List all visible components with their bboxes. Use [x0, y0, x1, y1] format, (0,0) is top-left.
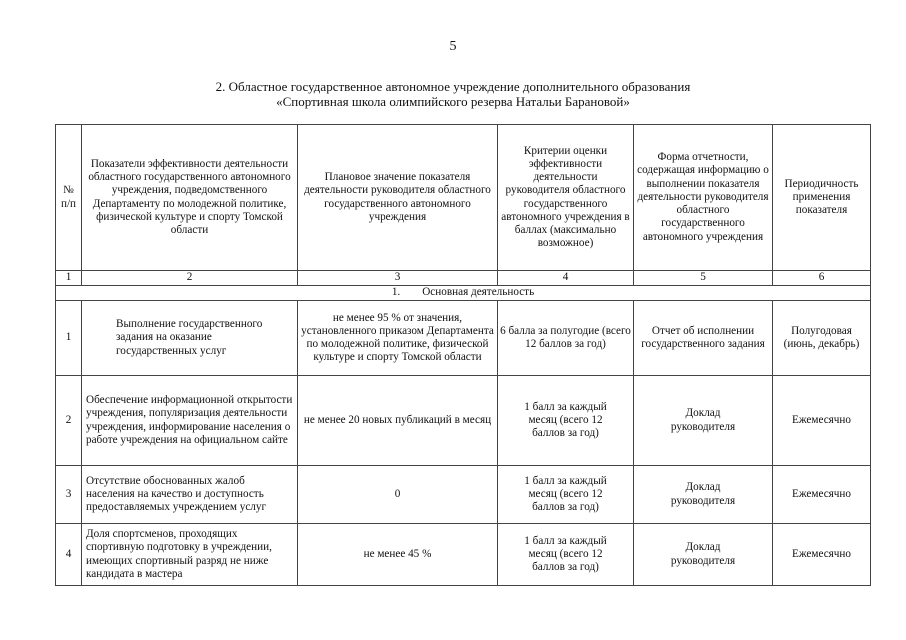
row-report: Доклад руководителя: [634, 376, 773, 466]
row-criteria: 6 балла за полугодие (всего 12 баллов за год): [498, 301, 634, 376]
column-number-row: [56, 271, 871, 286]
header-row: [56, 125, 871, 271]
row-indicator: Выполнение государственного задания на оказание государственных услуг: [82, 301, 298, 376]
row-plan: 0: [298, 466, 498, 524]
column-number: 5: [634, 271, 773, 286]
row-criteria: 1 балл за каждый месяц (всего 12 баллов за год): [498, 376, 634, 466]
header-cell-criteria: Критерии оценки эффективности деятельности руководителя областного государственного автономного учреждения в баллах (максимально возможное): [498, 125, 634, 271]
table-row: [56, 376, 871, 466]
row-indicator: Обеспечение информационной открытости учреждения, популяризация деятельности учреждения, информирование населения о работе учреждения на официальном сайте: [82, 376, 298, 466]
row-plan: не менее 95 % от значения, установленного приказом Департамента по молодежной политике, физической культуре и спорту Томской области: [298, 301, 498, 376]
column-number: 6: [773, 271, 871, 286]
row-period: Ежемесячно: [773, 524, 871, 586]
indicators-table: [55, 124, 871, 586]
row-number: 1: [56, 301, 82, 376]
row-criteria: 1 балл за каждый месяц (всего 12 баллов за год): [498, 524, 634, 586]
row-indicator: Доля спортсменов, проходящих спортивную подготовку в учреждении, имеющих спортивный разряд не ниже кандидата в мастера: [82, 524, 298, 586]
header-cell-period: Периодичность применения показателя: [773, 125, 871, 271]
row-indicator: Отсутствие обоснованных жалоб населения на качество и доступность предоставляемых учреждением услуг: [82, 466, 298, 524]
row-period: Ежемесячно: [773, 466, 871, 524]
header-cell-plan: Плановое значение показателя деятельности руководителя областного государственного автономного учреждения: [298, 125, 498, 271]
column-number: 2: [82, 271, 298, 286]
row-plan: не менее 20 новых публикаций в месяц: [298, 376, 498, 466]
title-line-2: «Спортивная школа олимпийского резерва Натальи Барановой»: [276, 94, 630, 109]
section-number: 1.: [391, 286, 401, 299]
row-period: Ежемесячно: [773, 376, 871, 466]
row-plan: не менее 45 %: [298, 524, 498, 586]
row-report: Доклад руководителя: [634, 524, 773, 586]
table-row: [56, 466, 871, 524]
row-report: Отчет об исполнении государственного задания: [634, 301, 773, 376]
column-number: 3: [298, 271, 498, 286]
title-line-1: 2. Областное государственное автономное учреждение дополнительного образования: [215, 79, 691, 94]
section-title: Основная деятельность: [422, 286, 535, 299]
section-heading: [56, 286, 871, 301]
row-number: 2: [56, 376, 82, 466]
row-criteria: 1 балл за каждый месяц (всего 12 баллов за год): [498, 466, 634, 524]
row-number: 4: [56, 524, 82, 586]
column-number: 4: [498, 271, 634, 286]
table-row: [56, 524, 871, 586]
header-cell-report: Форма отчетности, содержащая информацию о выполнении показателя деятельности руководителя областного государственного автономного учреждения: [634, 125, 773, 271]
row-period: Полугодовая (июнь, декабрь): [773, 301, 871, 376]
document-title: [0, 79, 906, 109]
page-number: 5: [449, 39, 457, 54]
header-cell-number: № п/п: [56, 125, 82, 271]
column-number: 1: [56, 271, 82, 286]
section-row: [56, 286, 871, 301]
row-report: Доклад руководителя: [634, 466, 773, 524]
row-number: 3: [56, 466, 82, 524]
table-row: [56, 301, 871, 376]
header-cell-indicator: Показатели эффективности деятельности областного государственного автономного учреждения, подведомственного Департаменту по молодежной политике, физической культуре и спорту Томской области: [82, 125, 298, 271]
